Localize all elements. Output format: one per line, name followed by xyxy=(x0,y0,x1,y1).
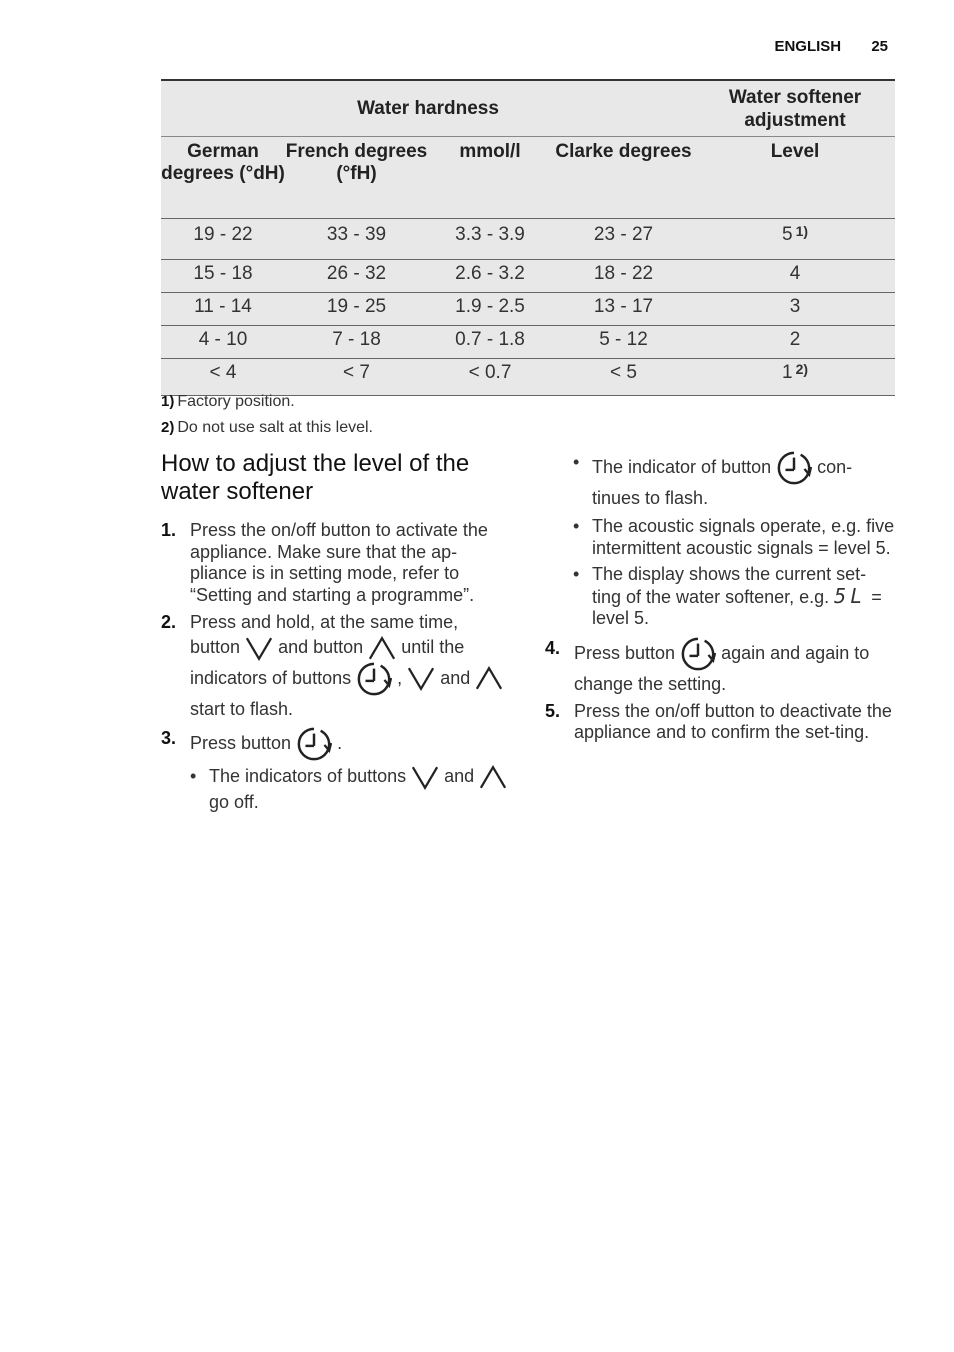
bullet-icon: • xyxy=(190,765,197,786)
cell-mmol: 3.3 - 3.9 xyxy=(428,219,552,260)
header-german-degrees: German degrees (°dH) xyxy=(161,137,285,219)
clock-icon xyxy=(776,450,812,486)
clock-icon xyxy=(296,726,332,762)
cell-level xyxy=(695,359,895,396)
cell-french: 7 - 18 xyxy=(285,326,428,359)
down-arrow-icon xyxy=(411,765,439,790)
level-value: 5 xyxy=(781,224,793,245)
cell-mmol: < 0.7 xyxy=(428,359,552,396)
language-label: ENGLISH xyxy=(774,38,842,55)
cell-mmol: 2.6 - 3.2 xyxy=(428,260,552,293)
cell-clarke: 23 - 27 xyxy=(552,219,695,260)
table-row xyxy=(161,293,895,326)
down-arrow-icon xyxy=(407,666,435,691)
cell-german: 19 - 22 xyxy=(161,219,285,260)
header-level: Level xyxy=(695,137,895,219)
display-example-icon: 5L xyxy=(834,583,867,608)
step-text: Press the on/off button to activate the appliance. Make sure that the ap-pliance is in setting mode, refer to “Setting and starting a programme”. xyxy=(190,520,488,605)
footnote-marker: 2) xyxy=(161,419,175,436)
cell-level: 2 xyxy=(695,326,895,359)
page-number: 25 xyxy=(871,38,888,55)
header-mmol: mmol/l xyxy=(428,137,552,219)
footnote-marker: 1) xyxy=(161,393,175,410)
footnote-text: Factory position. xyxy=(177,393,295,410)
footnote xyxy=(161,419,373,445)
cell-mmol: 0.7 - 1.8 xyxy=(428,326,552,359)
step-number: 2. xyxy=(161,612,177,632)
bullet-text: The indicators of buttons xyxy=(209,765,407,786)
footnote xyxy=(161,393,373,419)
step-5 xyxy=(545,701,895,744)
step-text: start to flash. xyxy=(190,698,294,719)
step-text: . xyxy=(337,732,343,753)
clock-icon xyxy=(680,636,716,672)
bullet-item xyxy=(573,564,895,630)
cell-clarke: 18 - 22 xyxy=(552,260,695,293)
bullet-icon: • xyxy=(573,564,580,584)
cell-clarke: 5 - 12 xyxy=(552,326,695,359)
cell-german: 4 - 10 xyxy=(161,326,285,359)
cell-level xyxy=(695,219,895,260)
bullet-text: con-tinues to flash. xyxy=(592,456,853,508)
right-column xyxy=(545,450,895,748)
step-4 xyxy=(545,636,895,697)
cell-french: 33 - 39 xyxy=(285,219,428,260)
cell-german: < 4 xyxy=(161,359,285,396)
footnote-ref: 2) xyxy=(795,361,809,377)
up-arrow-icon xyxy=(479,765,507,790)
cell-clarke: 13 - 17 xyxy=(552,293,695,326)
bullet-text: The indicator of button xyxy=(592,456,772,477)
table-row xyxy=(161,326,895,359)
water-hardness-table xyxy=(161,79,895,396)
cell-mmol: 1.9 - 2.5 xyxy=(428,293,552,326)
step-2 xyxy=(161,610,511,722)
cell-clarke: < 5 xyxy=(552,359,695,396)
step-text: Press button xyxy=(190,732,292,753)
table-row xyxy=(161,359,895,396)
bullet-text: The acoustic signals operate, e.g. five intermittent acoustic signals = level 5. xyxy=(592,516,895,558)
step-1 xyxy=(161,520,511,606)
bullet-text: go off. xyxy=(209,791,259,812)
left-column xyxy=(161,450,511,820)
header-french-degrees: French degrees (°fH) xyxy=(285,137,428,219)
header-water-hardness: Water hardness xyxy=(161,80,695,137)
cell-french: < 7 xyxy=(285,359,428,396)
cell-french: 19 - 25 xyxy=(285,293,428,326)
step-3 xyxy=(161,726,511,815)
step-number: 1. xyxy=(161,520,177,540)
level-value: 1 xyxy=(781,362,793,383)
clock-icon xyxy=(356,661,392,697)
cell-level: 3 xyxy=(695,293,895,326)
table-row xyxy=(161,260,895,293)
cell-level: 4 xyxy=(695,260,895,293)
bullet-item xyxy=(573,450,895,511)
bullet-item xyxy=(573,516,895,559)
step-number: 5. xyxy=(545,700,561,721)
table-row xyxy=(161,219,895,260)
bullet-text: and xyxy=(444,765,475,786)
header-clarke-degrees: Clarke degrees xyxy=(552,137,695,219)
cell-french: 26 - 32 xyxy=(285,260,428,293)
step-text: Press button xyxy=(574,642,676,663)
table-group-header-row xyxy=(161,80,895,137)
step-text: Press and hold, at the same time, button xyxy=(190,612,459,657)
step-number: 3. xyxy=(161,727,177,748)
footnotes xyxy=(161,393,373,445)
cell-german: 11 - 14 xyxy=(161,293,285,326)
up-arrow-icon xyxy=(368,636,396,661)
section-title: How to adjust the level of the water softener xyxy=(161,450,470,505)
header-water-softener-adjustment: Water softener adjustment xyxy=(695,80,895,137)
step-text: again and again to change the setting. xyxy=(574,642,870,694)
down-arrow-icon xyxy=(245,636,273,661)
footnote-text: Do not use salt at this level. xyxy=(177,419,373,436)
bullet-text: = level 5. xyxy=(592,586,882,628)
up-arrow-icon xyxy=(475,666,503,691)
step-text: Press the on/off button to deactivate the appliance and to confirm the set-ting. xyxy=(574,700,892,742)
step-text: , xyxy=(397,667,403,688)
bullet-icon: • xyxy=(573,516,580,536)
table-column-header-row xyxy=(161,137,895,219)
bullet-icon: • xyxy=(573,452,580,472)
step-3-bullet xyxy=(190,764,511,815)
step-text: until the indicators of buttons xyxy=(190,637,465,688)
step-text: and button xyxy=(278,637,364,657)
step-number: 4. xyxy=(545,637,561,658)
cell-german: 15 - 18 xyxy=(161,260,285,293)
step-text: and xyxy=(440,667,471,688)
footnote-ref: 1) xyxy=(795,223,809,239)
bullet-text: The display shows the current set-ting of the water softener, e.g. xyxy=(592,564,867,607)
page-header xyxy=(774,38,888,55)
